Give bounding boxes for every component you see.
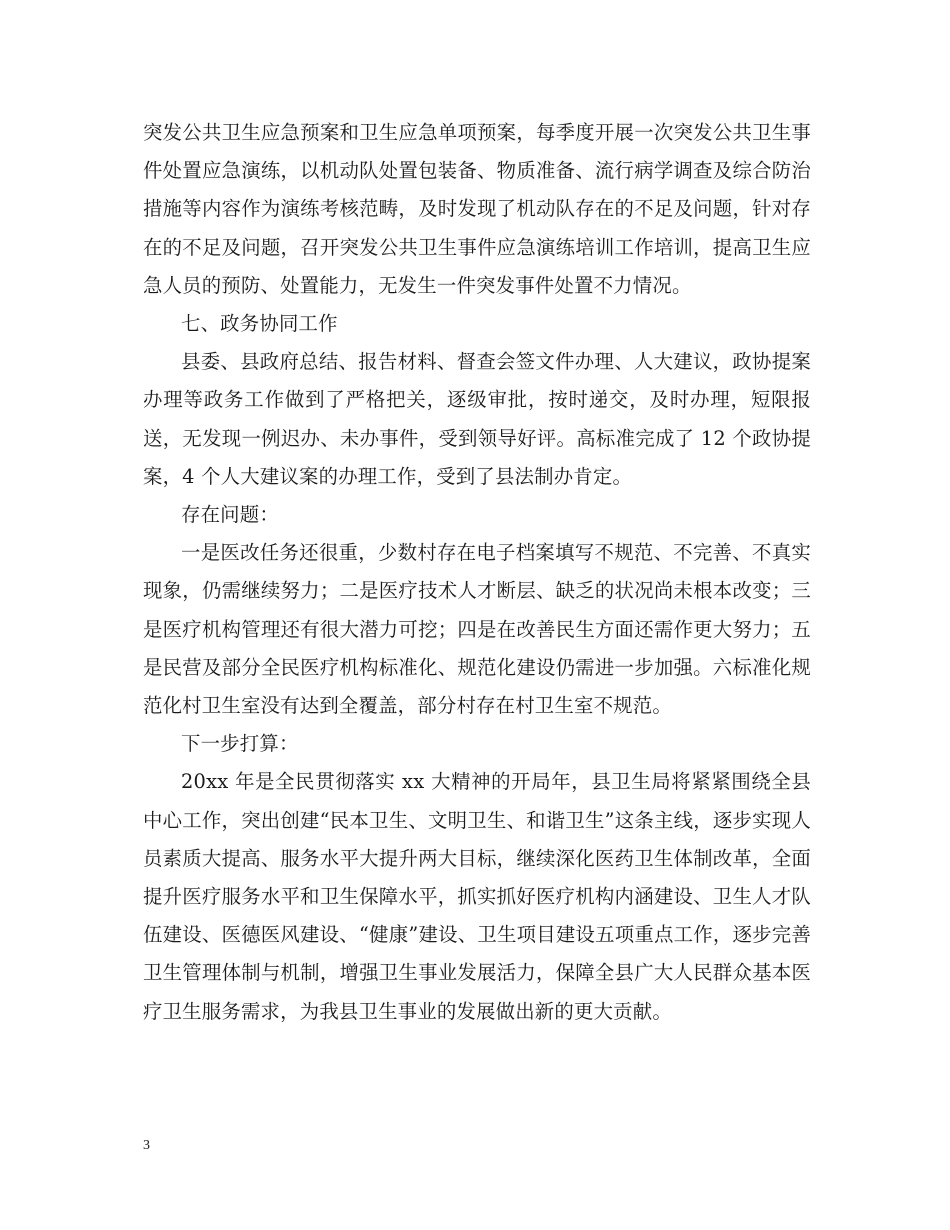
heading-existing-problems: 存在问题： — [181, 503, 279, 527]
heading-government-coordination: 七、政务协同工作 — [181, 312, 338, 336]
paragraph-emergency-drills: 突发公共卫生应急预案和卫生应急单项预案，每季度开展一次突发公共卫生事件处置应急演练，以机动队处置包装备、物质准备、流行病学调查及综合防治措施等内容作为演练考核范畴，及时发现了机动队存在的不足及问题，针对存在的不足及问题，召开突发公共卫生事件应急演练培训工作培训，提高卫生应急人员的预防、处置能力，无发生一件突发事件处置不力情况。 — [143, 121, 811, 297]
paragraph-next-steps-plan: 20xx 年是全民贯彻落实 xx 大精神的开局年，县卫生局将紧紧围绕全县中心工作，突出创建“民本卫生、文明卫生、和谐卫生”这条主线，逐步实现人员素质大提高、服务水平大提升两大目标，继续深化医药卫生体制改革，全面提升医疗服务水平和卫生保障水平，抓实抓好医疗机构内涵建设、卫生人才队伍建设、医德医风建设、“健康”建设、卫生项目建设五项重点工作，逐步完善卫生管理体制与机制，增强卫生事业发展活力，保障全县广大人民群众基本医疗卫生服务需求，为我县卫生事业的发展做出新的更大贡献。 — [143, 770, 811, 1023]
document-body — [143, 114, 811, 1031]
page-number: 3 — [143, 1138, 150, 1153]
paragraph-government-affairs: 县委、县政府总结、报告材料、督查会签文件办理、人大建议，政协提案办理等政务工作做到了严格把关，逐级审批，按时递交，及时办理，短限报送，无发现一例迟办、未办事件，受到领导好评。高标准完成了 12 个政协提案，4 个人大建议案的办理工作，受到了县法制办肯定。 — [143, 350, 811, 488]
paragraph-problems-list: 一是医改任务还很重，少数村存在电子档案填写不规范、不完善、不真实现象，仍需继续努力；二是医疗技术人才断层、缺乏的状况尚未根本改变；三是医疗机构管理还有很大潜力可挖；四是在改善民生方面还需作更大努力；五是民营及部分全民医疗机构标准化、规范化建设仍需进一步加强。六标准化规范化村卫生室没有达到全覆盖，部分村存在村卫生室不规范。 — [143, 541, 811, 718]
heading-next-steps: 下一步打算： — [181, 732, 299, 756]
